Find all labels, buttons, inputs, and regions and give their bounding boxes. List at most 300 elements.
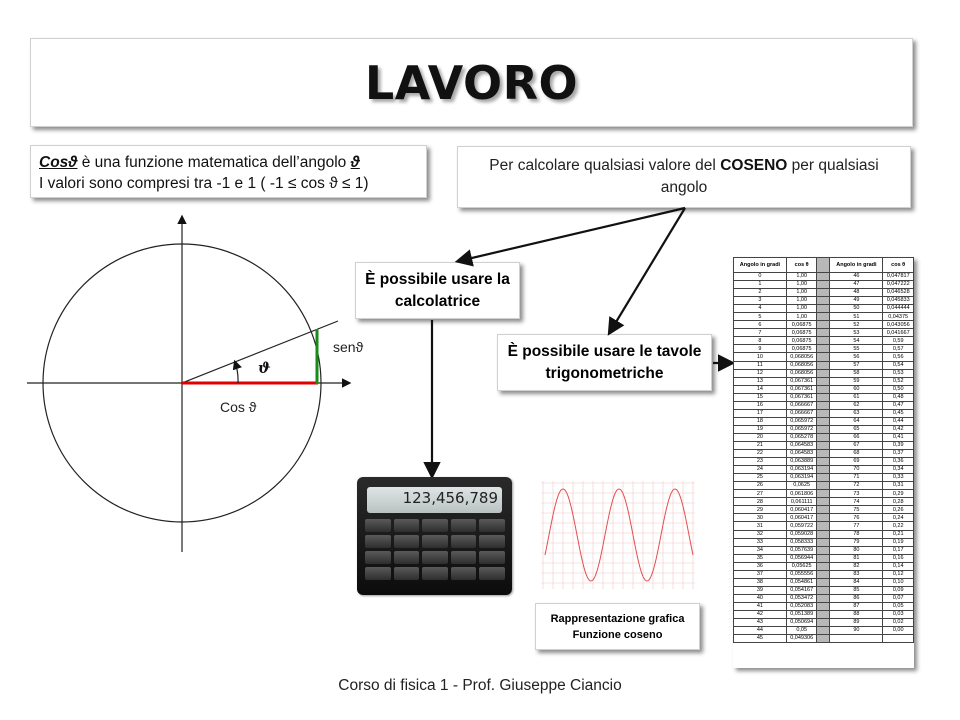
table-row	[734, 458, 914, 466]
table-row	[734, 441, 914, 449]
graph-caption-line-2: Funzione coseno	[572, 628, 663, 641]
table-cell: 0,044444	[883, 305, 914, 313]
table-gap-cell	[817, 482, 830, 490]
table-cell: 13	[734, 377, 787, 385]
table-cell: 0,054167	[786, 586, 817, 594]
table-gap-cell	[817, 474, 830, 482]
table-cell: 0,068056	[786, 353, 817, 361]
table-row	[734, 433, 914, 441]
cosine-graph-image	[535, 477, 700, 595]
table-row	[734, 514, 914, 522]
table-gap-cell	[817, 433, 830, 441]
table-cell: 84	[830, 578, 883, 586]
unit-circle-diagram	[27, 217, 364, 552]
table-cell: 0,16	[883, 554, 914, 562]
table-cell: 0,44	[883, 417, 914, 425]
table-gap-cell	[817, 417, 830, 425]
table-row	[734, 425, 914, 433]
table-row	[734, 377, 914, 385]
table-row	[734, 586, 914, 594]
table-cell: 0,34	[883, 466, 914, 474]
table-cell: 0,060417	[786, 514, 817, 522]
option-calculator-text: È possibile usare la calcolatrice	[365, 270, 510, 310]
table-cell: 46	[830, 273, 883, 281]
table-cell: 0,02	[883, 619, 914, 627]
table-gap-cell	[817, 329, 830, 337]
table-gap-cell	[817, 602, 830, 610]
table-cell: 0,045833	[883, 297, 914, 305]
table-cell: 74	[830, 498, 883, 506]
table-cell: 0,068056	[786, 361, 817, 369]
table-cell: 0,39	[883, 441, 914, 449]
table-cell: 30	[734, 514, 787, 522]
table-cell: 66	[830, 433, 883, 441]
table-cell: 0,066667	[786, 409, 817, 417]
table-row	[734, 578, 914, 586]
table-cell: 17	[734, 409, 787, 417]
table-cell: 0,051389	[786, 610, 817, 618]
table-cell: 2	[734, 289, 787, 297]
table-cell: 15	[734, 393, 787, 401]
table-cell: 62	[830, 401, 883, 409]
table-cell: 0,37	[883, 450, 914, 458]
table-row	[734, 273, 914, 281]
table-gap-cell	[817, 554, 830, 562]
table-cell: 4	[734, 305, 787, 313]
table-gap-cell	[817, 425, 830, 433]
table-row	[734, 337, 914, 345]
table-cell: 60	[830, 385, 883, 393]
question-text-post: per qualsiasi angolo	[660, 157, 879, 196]
table-row	[734, 619, 914, 627]
table-cell: 81	[830, 554, 883, 562]
table-cell: 0,36	[883, 458, 914, 466]
table-row	[734, 417, 914, 425]
table-cell: 0,050694	[786, 619, 817, 627]
table-cell: 0,057639	[786, 546, 817, 554]
table-cell: 1,00	[786, 297, 817, 305]
table-cell: 85	[830, 586, 883, 594]
table-gap-cell	[817, 369, 830, 377]
table-cell: 86	[830, 594, 883, 602]
table-gap-cell	[817, 385, 830, 393]
table-cell: 1	[734, 281, 787, 289]
table-cell: 0,065972	[786, 425, 817, 433]
table-cell: 0,22	[883, 522, 914, 530]
table-cell: 69	[830, 458, 883, 466]
table-cell: 22	[734, 450, 787, 458]
table-cell: 11	[734, 361, 787, 369]
table-row	[734, 409, 914, 417]
table-row	[734, 562, 914, 570]
table-cell: 0,063194	[786, 474, 817, 482]
table-cell: 25	[734, 474, 787, 482]
table-cell: 0,060417	[786, 506, 817, 514]
table-row	[734, 305, 914, 313]
table-row	[734, 498, 914, 506]
table-cell: 16	[734, 401, 787, 409]
table-cell: 49	[830, 297, 883, 305]
table-cell: 0,056944	[786, 554, 817, 562]
table-cell: 0,47	[883, 401, 914, 409]
table-cell: 0,064583	[786, 450, 817, 458]
table-gap-cell	[817, 313, 830, 321]
table-cell: 47	[830, 281, 883, 289]
table-gap-cell	[817, 441, 830, 449]
table-cell: 71	[830, 474, 883, 482]
table-cell: 7	[734, 329, 787, 337]
definition-text: è una funzione matematica dell’angolo	[77, 154, 351, 171]
table-row	[734, 554, 914, 562]
table-cell: 35	[734, 554, 787, 562]
table-cell: 65	[830, 425, 883, 433]
table-row	[734, 570, 914, 578]
table-row	[734, 506, 914, 514]
angle-label: ϑ	[258, 359, 271, 377]
table-cell: 0,068056	[786, 369, 817, 377]
table-gap-cell	[817, 409, 830, 417]
table-cell: 63	[830, 409, 883, 417]
table-gap-cell	[817, 393, 830, 401]
arrow-to-calculator-option	[459, 208, 685, 261]
table-gap-cell	[817, 289, 830, 297]
table-cell: 9	[734, 345, 787, 353]
table-cell: 0,54	[883, 361, 914, 369]
table-gap-cell	[817, 450, 830, 458]
sin-label: senϑ	[333, 339, 364, 355]
table-row	[734, 490, 914, 498]
table-gap-cell	[817, 353, 830, 361]
table-gap-cell	[817, 297, 830, 305]
table-cell: 27	[734, 490, 787, 498]
definition-angle: ϑ	[350, 154, 360, 171]
table-cell: 0,05	[786, 627, 817, 635]
table-cell: 0,03	[883, 610, 914, 618]
table-cell: 0,00	[883, 627, 914, 635]
table-gap-cell	[817, 514, 830, 522]
table-cell: 55	[830, 345, 883, 353]
table-row	[734, 546, 914, 554]
table-cell: 51	[830, 313, 883, 321]
graph-caption-line-1: Rappresentazione grafica	[550, 612, 685, 625]
table-row	[734, 401, 914, 409]
table-header: Angolo in gradi	[830, 258, 883, 273]
table-gap-cell	[817, 361, 830, 369]
table-cell: 0,063194	[786, 466, 817, 474]
table-row	[734, 635, 914, 643]
table-cell: 0,055556	[786, 570, 817, 578]
table-cell: 0,28	[883, 498, 914, 506]
table-cell: 0,06875	[786, 321, 817, 329]
table-row	[734, 385, 914, 393]
question-keyword: COSENO	[720, 157, 788, 174]
table-cell: 0,07	[883, 594, 914, 602]
table-cell: 75	[830, 506, 883, 514]
table-gap-cell	[817, 530, 830, 538]
table-cell: 37	[734, 570, 787, 578]
table-gap-cell	[817, 546, 830, 554]
question-text-pre: Per calcolare qualsiasi valore del	[489, 157, 721, 174]
table-cell: 0,046528	[883, 289, 914, 297]
table-cell: 24	[734, 466, 787, 474]
table-cell: 0,52	[883, 377, 914, 385]
table-cell: 38	[734, 578, 787, 586]
table-cell: 34	[734, 546, 787, 554]
table-cell: 0,10	[883, 578, 914, 586]
table-cell: 88	[830, 610, 883, 618]
table-cell: 44	[734, 627, 787, 635]
table-cell: 73	[830, 490, 883, 498]
calculator-keypad	[365, 519, 505, 580]
table-cell: 0,48	[883, 393, 914, 401]
table-gap-cell	[817, 466, 830, 474]
table-row	[734, 450, 914, 458]
table-cell: 78	[830, 530, 883, 538]
graph-caption-box	[535, 603, 700, 650]
table-cell: 1,00	[786, 289, 817, 297]
table-cell: 0,59	[883, 337, 914, 345]
table-cell: 0,50	[883, 385, 914, 393]
table-cell: 1,00	[786, 273, 817, 281]
table-gap-cell	[817, 321, 830, 329]
table-cell: 0,57	[883, 345, 914, 353]
table-row	[734, 594, 914, 602]
table-cell: 36	[734, 562, 787, 570]
table-gap-cell	[817, 570, 830, 578]
table-cell: 0,066667	[786, 401, 817, 409]
table-cell: 68	[830, 450, 883, 458]
table-row	[734, 289, 914, 297]
table-row	[734, 522, 914, 530]
table-cell: 0,063889	[786, 458, 817, 466]
table-row	[734, 530, 914, 538]
table-cell: 52	[830, 321, 883, 329]
table-gap-cell	[817, 619, 830, 627]
table-cell: 0,047817	[883, 273, 914, 281]
arrow-to-tables-option	[610, 208, 685, 332]
table-cell: 0,31	[883, 482, 914, 490]
table-gap-cell	[817, 377, 830, 385]
table-cell: 14	[734, 385, 787, 393]
table-cell: 33	[734, 538, 787, 546]
table-cell: 0,56	[883, 353, 914, 361]
table-cell: 89	[830, 619, 883, 627]
table-gap-cell	[817, 578, 830, 586]
table-row	[734, 393, 914, 401]
table-cell: 70	[830, 466, 883, 474]
table-cell: 20	[734, 433, 787, 441]
table-cell: 19	[734, 425, 787, 433]
table-cell: 0,21	[883, 530, 914, 538]
table-cell: 31	[734, 522, 787, 530]
table-cell: 45	[734, 635, 787, 643]
table-cell: 0,29	[883, 490, 914, 498]
table-gap-cell	[817, 635, 830, 643]
table-row	[734, 353, 914, 361]
table-cell	[883, 635, 914, 643]
table-cell	[830, 635, 883, 643]
table-cell: 39	[734, 586, 787, 594]
table-cell: 0,0625	[786, 482, 817, 490]
table-cell: 82	[830, 562, 883, 570]
trig-table	[733, 257, 914, 643]
table-cell: 61	[830, 393, 883, 401]
table-cell: 3	[734, 297, 787, 305]
table-row	[734, 610, 914, 618]
table-gap-cell	[817, 305, 830, 313]
table-cell: 0,061111	[786, 498, 817, 506]
table-cell: 0,19	[883, 538, 914, 546]
table-header: cos θ	[883, 258, 914, 273]
table-cell: 76	[830, 514, 883, 522]
table-row	[734, 538, 914, 546]
table-cell: 0,049306	[786, 635, 817, 643]
table-cell: 0,067361	[786, 385, 817, 393]
table-gap-cell	[817, 522, 830, 530]
table-cell: 29	[734, 506, 787, 514]
table-cell: 8	[734, 337, 787, 345]
table-cell: 59	[830, 377, 883, 385]
definition-line-2: I valori sono compresi tra -1 e 1 ( -1 ≤ cos ϑ ≤ 1)	[39, 175, 369, 192]
table-gap-cell	[817, 586, 830, 594]
table-cell: 64	[830, 417, 883, 425]
table-cell: 0,067361	[786, 393, 817, 401]
table-cell: 67	[830, 441, 883, 449]
table-cell: 40	[734, 594, 787, 602]
table-cell: 1,00	[786, 281, 817, 289]
calculator-image	[357, 477, 512, 595]
table-cell: 0,043056	[883, 321, 914, 329]
table-cell: 0,053472	[786, 594, 817, 602]
calculator-display: 123,456,789	[367, 487, 502, 513]
table-row	[734, 321, 914, 329]
table-cell: 0,24	[883, 514, 914, 522]
table-cell: 0,059028	[786, 530, 817, 538]
angle-arc	[235, 362, 238, 383]
table-cell: 5	[734, 313, 787, 321]
table-cell: 0,065278	[786, 433, 817, 441]
table-row	[734, 602, 914, 610]
definition-term: Cosϑ	[39, 154, 78, 171]
table-cell: 79	[830, 538, 883, 546]
table-cell: 0,059722	[786, 522, 817, 530]
table-row	[734, 361, 914, 369]
table-cell: 0,42	[883, 425, 914, 433]
table-cell: 0,04375	[883, 313, 914, 321]
table-cell: 0	[734, 273, 787, 281]
table-cell: 23	[734, 458, 787, 466]
table-cell: 10	[734, 353, 787, 361]
table-gap-cell	[817, 538, 830, 546]
table-cell: 0,064583	[786, 441, 817, 449]
table-cell: 77	[830, 522, 883, 530]
table-row	[734, 297, 914, 305]
footer: Corso di fisica 1 - Prof. Giuseppe Ciancio	[338, 677, 622, 694]
table-gap-cell	[817, 345, 830, 353]
table-gap-cell	[817, 490, 830, 498]
table-gap-cell	[817, 627, 830, 635]
table-row	[734, 281, 914, 289]
table-cell: 0,054861	[786, 578, 817, 586]
table-cell: 0,53	[883, 369, 914, 377]
table-cell: 72	[830, 482, 883, 490]
flow-arrows	[432, 208, 731, 475]
table-gap-cell	[817, 594, 830, 602]
table-cell: 80	[830, 546, 883, 554]
table-cell: 0,12	[883, 570, 914, 578]
table-cell: 41	[734, 602, 787, 610]
table-cell: 43	[734, 619, 787, 627]
table-cell: 54	[830, 337, 883, 345]
table-row	[734, 482, 914, 490]
table-row	[734, 466, 914, 474]
table-header: cos θ	[786, 258, 817, 273]
table-cell: 32	[734, 530, 787, 538]
table-cell: 0,26	[883, 506, 914, 514]
table-cell: 42	[734, 610, 787, 618]
table-gap-cell	[817, 506, 830, 514]
table-cell: 0,05625	[786, 562, 817, 570]
table-row	[734, 313, 914, 321]
table-cell: 26	[734, 482, 787, 490]
table-row	[734, 329, 914, 337]
table-header: Angolo in gradi	[734, 258, 787, 273]
table-cell: 0,065972	[786, 417, 817, 425]
table-row	[734, 345, 914, 353]
table-cell: 0,041667	[883, 329, 914, 337]
table-gap-cell	[817, 273, 830, 281]
table-cell: 0,45	[883, 409, 914, 417]
table-gap-cell	[817, 610, 830, 618]
table-cell: 0,058333	[786, 538, 817, 546]
table-header	[817, 258, 830, 273]
trig-table-image	[733, 257, 914, 668]
table-cell: 0,052083	[786, 602, 817, 610]
page-title: LAVORO	[364, 55, 579, 110]
option-tables-text: È possibile usare le tavole trigonometriche	[507, 342, 702, 382]
table-gap-cell	[817, 337, 830, 345]
table-cell: 58	[830, 369, 883, 377]
table-cell: 0,047222	[883, 281, 914, 289]
table-cell: 0,17	[883, 546, 914, 554]
table-cell: 28	[734, 498, 787, 506]
table-cell: 1,00	[786, 305, 817, 313]
table-cell: 56	[830, 353, 883, 361]
table-gap-cell	[817, 401, 830, 409]
table-row	[734, 369, 914, 377]
table-cell: 0,41	[883, 433, 914, 441]
table-cell: 50	[830, 305, 883, 313]
table-cell: 87	[830, 602, 883, 610]
table-cell: 90	[830, 627, 883, 635]
table-cell: 6	[734, 321, 787, 329]
table-cell: 0,067361	[786, 377, 817, 385]
table-cell: 12	[734, 369, 787, 377]
table-cell: 0,061806	[786, 490, 817, 498]
table-row	[734, 627, 914, 635]
table-cell: 18	[734, 417, 787, 425]
table-row	[734, 474, 914, 482]
table-cell: 53	[830, 329, 883, 337]
table-cell: 57	[830, 361, 883, 369]
table-cell: 0,14	[883, 562, 914, 570]
table-cell: 0,09	[883, 586, 914, 594]
table-gap-cell	[817, 458, 830, 466]
table-cell: 0,06875	[786, 329, 817, 337]
table-cell: 0,05	[883, 602, 914, 610]
table-cell: 0,33	[883, 474, 914, 482]
table-gap-cell	[817, 562, 830, 570]
